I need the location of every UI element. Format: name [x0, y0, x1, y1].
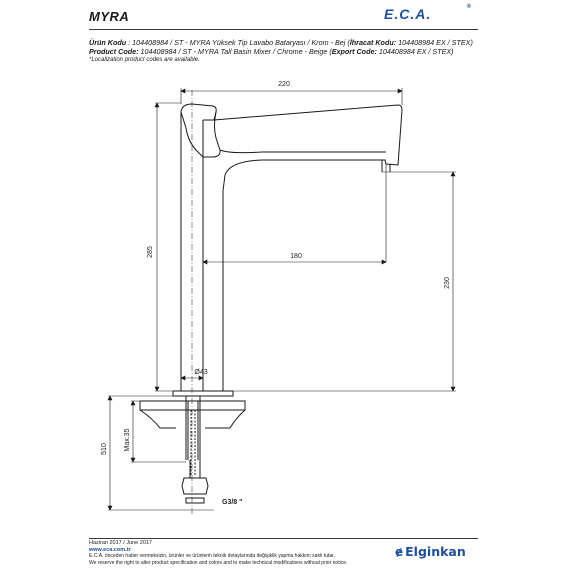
faucet-spout [203, 105, 402, 391]
footer-notice-tr: E.C.A. önceden haber vermeksizin, ürünler ve ürünlerin teknik detaylarında değişiklik yapma hakkını saklı tutar. [89, 553, 335, 559]
dim-180-label: 180 [290, 253, 302, 260]
registered-mark: ® [466, 4, 472, 10]
eca-logo-text: E.C.A. [384, 6, 432, 22]
footer [89, 540, 347, 566]
elginkan-mark-icon: ɇ [395, 545, 404, 559]
footer-date: Haziran 2017 / June 2017 [89, 540, 152, 546]
en-code-label: Product Code: [89, 46, 139, 56]
elginkan-logo [395, 544, 466, 559]
product-title: MYRA [89, 9, 130, 24]
dim-230-label: 230 [444, 277, 451, 289]
faucet-handle [181, 104, 220, 157]
en-export-label: Export Code: [331, 46, 377, 56]
counter-top [140, 401, 245, 410]
elginkan-brand-text: Elginkan [405, 544, 466, 559]
dim-thread-label: G3/8 " [222, 499, 243, 506]
supply-hose [191, 410, 195, 475]
tr-code-value: : 104408984 / ST - MYRA Yüksek Tip Lavabo Bataryası / Krom - Bej ( [128, 38, 350, 47]
en-export-value: 104408984 EX / STEX) [376, 46, 454, 56]
en-code-value: 104408984 / ST - MYRA Tall Basin Mixer / Chrome - Beige ( [138, 46, 332, 56]
dim-220-label: 220 [278, 81, 290, 88]
dim-diameter-label: Ø43 [194, 369, 208, 376]
tr-export-value: 104408984 EX / STEX) [396, 38, 473, 47]
dim-510-label: 510 [101, 443, 108, 455]
tr-code-label: Ürün Kodu [89, 38, 127, 47]
footer-rule [89, 538, 478, 539]
footer-website-link[interactable]: www.eca.com.tr [89, 546, 131, 553]
faucet-base [173, 391, 233, 396]
tr-export-label: İhracat Kodu: [349, 38, 397, 47]
shank [186, 396, 200, 460]
dim-max35-label: Max.35 [124, 428, 131, 452]
footer-notice-en: We reserve the right to alter product specification and colors and to make technical modifications without prior notice. [89, 559, 348, 566]
dim-285-label: 285 [147, 246, 154, 258]
localization-note: *Localization product codes are available. [89, 57, 200, 64]
connection-nut [182, 478, 208, 494]
